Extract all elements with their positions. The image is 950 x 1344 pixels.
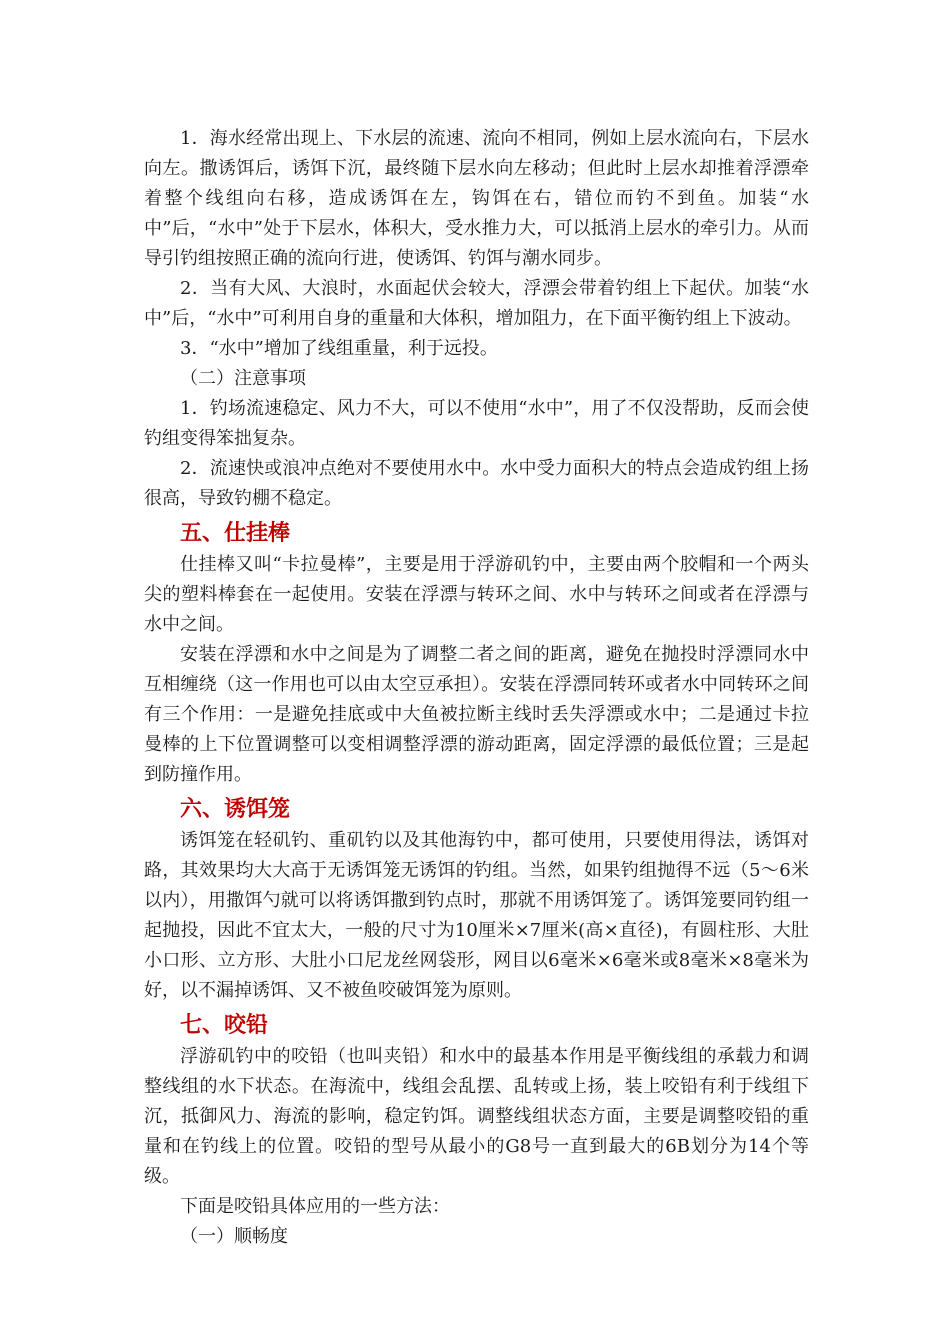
document-page [144,124,809,1252]
heading-section-7: 七、咬铅 [180,1012,269,1038]
paragraph-wind-waves: 2．当有大风、大浪时，水面起伏会较大，浮漂会带着钓组上下起伏。加装“水中”后，“水中”可利用自身的重量和大体积，增加阻力，在下面平衡钓组上下波动。 [144,278,809,329]
paragraph-water-layers: 1．海水经常出现上、下水层的流速、流向不相同，例如上层水流向右，下层水向左。撒诱饵后，诱饵下沉，最终随下层水向左移动；但此时上层水却推着浮漂牵着整个线组向右移，造成诱饵在左，钩饵在右，错位而钓不到鱼。加装“水中”后，“水中”处于下层水，体积大，受水推力大，可以抵消上层水的牵引力。从而导引钓组按照正确的流向行进，使诱饵、钓饵与潮水同步。 [144,128,809,269]
paragraph-bait-cage: 诱饵笼在轻矶钓、重矶钓以及其他海钓中，都可使用，只要使用得法，诱饵对路，其效果均大大高于无诱饵笼无诱饵的钓组。当然，如果钓组抛得不远（5～6米以内），用撒饵勺就可以将诱饵撒到钓点时，那就不用诱饵笼了。诱饵笼要同钓组一起抛投，因此不宜太大，一般的尺寸为10厘米×7厘米(高×直径)，有圆柱形、大肚小口形、立方形、大肚小口尼龙丝网袋形，网目以6毫米×6毫米或8毫米×8毫米为好，以不漏掉诱饵、又不被鱼咬破饵笼为原则。 [144,830,809,1001]
subheading-notes: （二）注意事项 [180,368,306,389]
paragraph-note-1: 1．钓场流速稳定、风力不大，可以不使用“水中”，用了不仅没帮助，反而会使钓组变得笨拙复杂。 [144,398,809,449]
subheading-smoothness: （一）顺畅度 [180,1226,288,1247]
paragraph-shikake-bar-intro: 仕挂棒又叫“卡拉曼棒”，主要是用于浮游矶钓中，主要由两个胶帽和一个两头尖的塑料棒套在一起使用。安装在浮漂与转环之间、水中与转环之间或者在浮漂与水中之间。 [144,554,809,635]
paragraph-shikake-bar-usage: 安装在浮漂和水中之间是为了调整二者之间的距离，避免在抛投时浮漂同水中互相缠绕（这一作用也可以由太空豆承担）。安装在浮漂同转环或者水中同转环之间有三个作用：一是避免挂底或中大鱼被拉断主线时丢失浮漂或水中；二是通过卡拉曼棒的上下位置调整可以变相调整浮漂的游动距离，固定浮漂的最低位置；三是起到防撞作用。 [144,644,809,785]
paragraph-methods-intro: 下面是咬铅具体应用的一些方法： [180,1196,450,1217]
heading-section-6: 六、诱饵笼 [180,796,291,822]
paragraph-split-shot: 浮游矶钓中的咬铅（也叫夹铅）和水中的最基本作用是平衡线组的承载力和调整线组的水下状态。在海流中，线组会乱摆、乱转或上扬，装上咬铅有利于线组下沉，抵御风力、海流的影响，稳定钓饵。调整线组状态方面，主要是调整咬铅的重量和在钓线上的位置。咬铅的型号从最小的G8号一直到最大的6B划分为14个等级。 [144,1046,809,1187]
paragraph-long-cast: 3．“水中”增加了线组重量，利于远投。 [180,338,498,359]
paragraph-note-2: 2．流速快或浪冲点绝对不要使用水中。水中受力面积大的特点会造成钓组上扬很高，导致钓棚不稳定。 [144,458,809,509]
heading-section-5: 五、仕挂棒 [180,520,291,546]
